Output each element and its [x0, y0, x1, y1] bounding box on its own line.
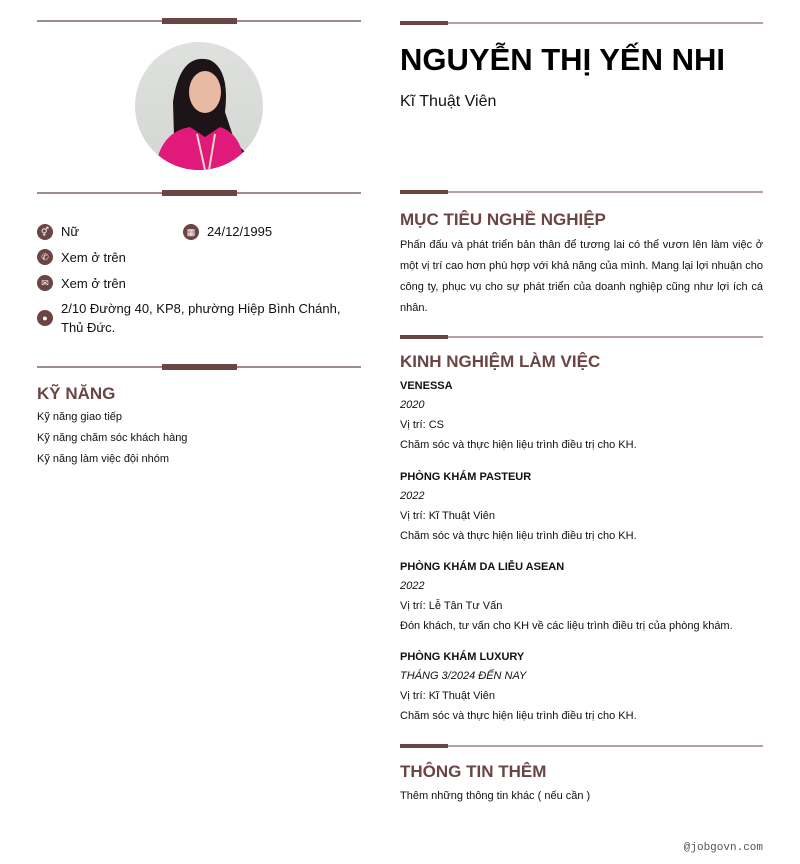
job-entry: [400, 648, 763, 726]
location-icon: ●: [37, 310, 53, 326]
skill-item: Kỹ năng giao tiếp: [37, 411, 123, 423]
job-period: 2020: [400, 399, 425, 411]
job-position: Vị trí: Lễ Tân Tư Vấn: [400, 600, 503, 612]
experience-heading: KINH NGHIỆM LÀM VIỆC: [400, 352, 601, 371]
phone-icon: ✆: [37, 249, 53, 265]
job-entry: [400, 558, 763, 636]
calendar-icon: ▦: [183, 224, 199, 240]
extra-heading: THÔNG TIN THÊM: [400, 762, 547, 781]
divider: [400, 190, 763, 194]
gender-icon: ⚥: [37, 224, 53, 240]
job-description: Chăm sóc và thực hiện liệu trình điều trị cho KH.: [400, 710, 637, 722]
candidate-name: NGUYỄN THỊ YẾN NHI: [400, 42, 725, 77]
watermark: @jobgovn.com: [683, 842, 763, 854]
skill-item: Kỹ năng làm việc đội nhóm: [37, 453, 170, 465]
job-company: PHÒNG KHÁM PASTEUR: [400, 471, 532, 483]
avatar: [135, 42, 263, 170]
job-entry: [400, 377, 763, 455]
job-period: 2022: [400, 490, 425, 502]
gender: Nữ: [61, 224, 80, 239]
job-period: THÁNG 3/2024 ĐẾN NAY: [400, 670, 527, 682]
birthday: 24/12/1995: [207, 224, 273, 239]
job-title: Kĩ Thuật Viên: [400, 93, 497, 110]
job-description: Đón khách, tư vấn cho KH về các liệu trình điều trị của phòng khám.: [400, 620, 733, 632]
divider: [400, 21, 763, 25]
job-company: PHÒNG KHÁM LUXURY: [400, 651, 525, 663]
job-entry: [400, 468, 763, 546]
job-position: Vị trí: Kĩ Thuật Viên: [400, 510, 495, 522]
job-description: Chăm sóc và thực hiện liệu trình điều trị cho KH.: [400, 530, 637, 542]
objective-heading: MỤC TIÊU NGHỀ NGHIỆP: [400, 210, 606, 229]
phone: Xem ở trên: [61, 250, 126, 265]
skills-heading: KỸ NĂNG: [37, 384, 116, 403]
email: Xem ở trên: [61, 276, 126, 291]
job-position: Vị trí: CS: [400, 419, 445, 431]
job-description: Chăm sóc và thực hiện liệu trình điều trị cho KH.: [400, 439, 637, 451]
divider: [400, 744, 763, 748]
email-icon: ✉: [37, 275, 53, 291]
skill-item: Kỹ năng chăm sóc khách hàng: [37, 432, 188, 444]
job-position: Vị trí: Kĩ Thuật Viên: [400, 690, 495, 702]
job-company: PHÒNG KHÁM DA LIỄU ASEAN: [400, 561, 565, 573]
job-company: VENESSA: [400, 380, 453, 392]
divider: [37, 18, 361, 25]
divider: [37, 364, 361, 371]
divider: [37, 190, 361, 197]
address: 2/10 Đường 40, KP8, phường Hiệp Bình Chánh, Thủ Đức.: [61, 301, 341, 335]
divider: [400, 335, 763, 339]
job-period: 2022: [400, 580, 425, 592]
extra-text: Thêm những thông tin khác ( nếu cần ): [400, 790, 591, 802]
objective-text: Phấn đấu và phát triển bản thân để tương lai có thể vươn lên làm việc ở một vị trí cao hơn phù hợp với khả năng của mình. Mang lại lợi nhuận cho công ty, phục vụ cho sự phát triển của doanh nghiệp cũng như lợi ích cá nhân.: [400, 239, 763, 314]
